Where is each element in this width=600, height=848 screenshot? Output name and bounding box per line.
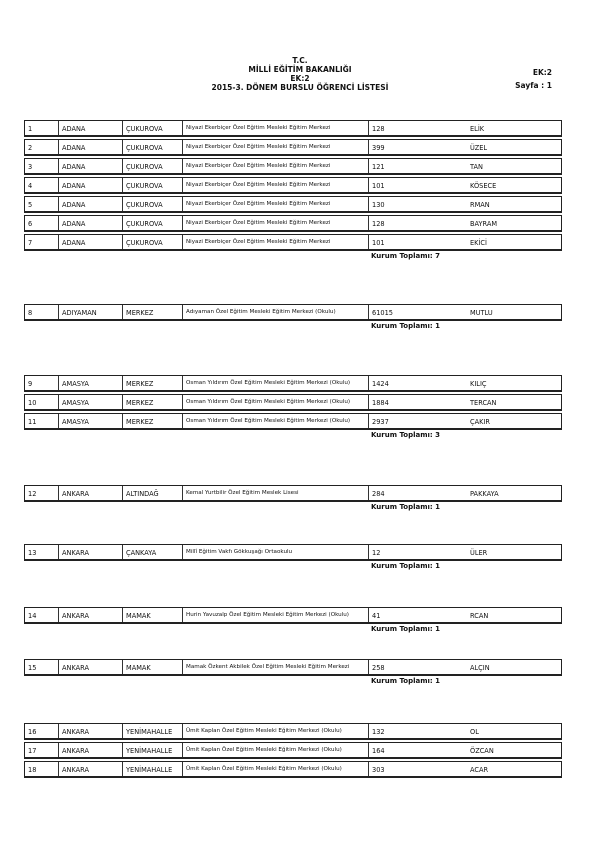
redaction-block bbox=[403, 178, 467, 192]
student-id-cell: 284 bbox=[372, 490, 385, 498]
district-cell: ÇUKUROVA bbox=[123, 216, 183, 230]
total-value: 1 bbox=[435, 503, 441, 511]
redaction-block bbox=[403, 140, 467, 154]
table-row bbox=[24, 120, 562, 137]
redaction-block bbox=[403, 121, 467, 135]
redaction-block bbox=[403, 486, 467, 500]
student-name-cell: TERCAN bbox=[470, 399, 497, 407]
district-cell: MAMAK bbox=[123, 608, 183, 622]
redaction-block bbox=[403, 660, 467, 674]
total-label: Kurum Toplamı: bbox=[371, 625, 433, 633]
row-number: 9 bbox=[25, 376, 59, 390]
student-id-cell: 399 bbox=[372, 144, 385, 152]
redaction-block bbox=[403, 395, 467, 409]
district-cell: ÇANKAYA bbox=[123, 545, 183, 559]
student-id-cell: 132 bbox=[372, 728, 385, 736]
school-cell: Niyazi Ekerbiçer Özel Eğitim Mesleki Eğitim Merkezi bbox=[183, 121, 369, 135]
table-row bbox=[24, 413, 562, 430]
redaction-block bbox=[403, 414, 467, 428]
table-row bbox=[24, 375, 562, 392]
district-cell: MERKEZ bbox=[123, 305, 183, 319]
institution-group bbox=[24, 723, 562, 780]
city-cell: ANKARA bbox=[59, 724, 123, 738]
school-cell: Niyazi Ekerbiçer Özel Eğitim Mesleki Eğitim Merkezi bbox=[183, 216, 369, 230]
student-name-cell: KÖSECE bbox=[470, 182, 497, 190]
institution-group bbox=[24, 375, 562, 439]
table-row bbox=[24, 607, 562, 624]
table-row bbox=[24, 139, 562, 156]
table-row bbox=[24, 659, 562, 676]
city-cell: ANKARA bbox=[59, 545, 123, 559]
row-number: 17 bbox=[25, 743, 59, 757]
student-id-cell: 2937 bbox=[372, 418, 389, 426]
header-line-tc: T.C. bbox=[292, 56, 308, 65]
row-number: 5 bbox=[25, 197, 59, 211]
student-name-cell: ÜZEL bbox=[470, 144, 488, 152]
city-cell: ANKARA bbox=[59, 762, 123, 776]
student-name-cell: ÜLER bbox=[470, 549, 488, 557]
student-name-cell: ACAR bbox=[470, 766, 489, 774]
institution-total bbox=[24, 503, 562, 511]
city-cell: ADANA bbox=[59, 178, 123, 192]
student-name-cell: MUTLU bbox=[470, 309, 493, 317]
institution-total bbox=[24, 562, 562, 570]
student-name-cell: PAKKAYA bbox=[470, 490, 499, 498]
school-cell: Kemal Yurtbilir Özel Eğitim Meslek Lisesi bbox=[183, 486, 369, 500]
district-cell: ÇUKUROVA bbox=[123, 159, 183, 173]
redaction-block bbox=[403, 197, 467, 211]
district-cell: ÇUKUROVA bbox=[123, 121, 183, 135]
district-cell: MERKEZ bbox=[123, 414, 183, 428]
district-cell: YENİMAHALLE bbox=[123, 762, 183, 776]
redaction-block bbox=[403, 216, 467, 230]
redaction-block bbox=[403, 724, 467, 738]
student-name-cell: RCAN bbox=[470, 612, 489, 620]
student-name-cell: ÖZCAN bbox=[470, 747, 494, 755]
row-number: 14 bbox=[25, 608, 59, 622]
student-name-cell: EKİCİ bbox=[470, 239, 487, 247]
row-number: 4 bbox=[25, 178, 59, 192]
student-id-cell: 12 bbox=[372, 549, 381, 557]
school-cell: Osman Yıldırım Özel Eğitim Mesleki Eğitim Merkezi (Okulu) bbox=[183, 376, 369, 390]
city-cell: ANKARA bbox=[59, 660, 123, 674]
school-cell: Ümit Kaplan Özel Eğitim Mesleki Eğitim Merkezi (Okulu) bbox=[183, 743, 369, 757]
school-cell: Ümit Kaplan Özel Eğitim Mesleki Eğitim Merkezi (Okulu) bbox=[183, 762, 369, 776]
table-row bbox=[24, 742, 562, 759]
total-label: Kurum Toplamı: bbox=[371, 431, 433, 439]
institution-group bbox=[24, 659, 562, 685]
total-label: Kurum Toplamı: bbox=[371, 252, 433, 260]
row-number: 16 bbox=[25, 724, 59, 738]
row-number: 13 bbox=[25, 545, 59, 559]
table-row bbox=[24, 723, 562, 740]
school-cell: Niyazi Ekerbiçer Özel Eğitim Mesleki Eğitim Merkezi bbox=[183, 178, 369, 192]
header-title: 2015-3. DÖNEM BURSLU ÖĞRENCİ LİSTESİ bbox=[211, 83, 389, 92]
student-id-cell: 121 bbox=[372, 163, 385, 171]
city-cell: ANKARA bbox=[59, 608, 123, 622]
total-value: 1 bbox=[435, 562, 441, 570]
row-number: 10 bbox=[25, 395, 59, 409]
student-name-cell: TAN bbox=[470, 163, 483, 171]
district-cell: ÇUKUROVA bbox=[123, 197, 183, 211]
school-cell: Adıyaman Özel Eğitim Mesleki Eğitim Merkezi (Okulu) bbox=[183, 305, 369, 319]
institution-total bbox=[24, 625, 562, 633]
header-right-ek: EK:2 bbox=[532, 68, 552, 77]
student-id-cell: 1884 bbox=[372, 399, 389, 407]
total-label: Kurum Toplamı: bbox=[371, 562, 433, 570]
city-cell: AMASYA bbox=[59, 414, 123, 428]
student-id-cell: 1424 bbox=[372, 380, 389, 388]
district-cell: ALTINDAĞ bbox=[123, 486, 183, 500]
total-value: 3 bbox=[435, 431, 441, 439]
redaction-block bbox=[403, 376, 467, 390]
student-name-cell: BAYRAM bbox=[470, 220, 498, 228]
school-cell: Niyazi Ekerbiçer Özel Eğitim Mesleki Eğitim Merkezi bbox=[183, 140, 369, 154]
student-id-cell: 130 bbox=[372, 201, 385, 209]
page-number: Sayfa : 1 bbox=[515, 81, 552, 90]
school-cell: Millî Eğitim Vakfı Gökkuşağı Ortaokulu bbox=[183, 545, 369, 559]
table-row bbox=[24, 215, 562, 232]
total-value: 7 bbox=[435, 252, 441, 260]
row-number: 6 bbox=[25, 216, 59, 230]
city-cell: ADANA bbox=[59, 159, 123, 173]
redaction-block bbox=[403, 762, 467, 776]
student-name-cell: KILIÇ bbox=[470, 380, 487, 388]
city-cell: AMASYA bbox=[59, 376, 123, 390]
redaction-block bbox=[403, 305, 467, 319]
table-row bbox=[24, 177, 562, 194]
institution-total bbox=[24, 431, 562, 439]
header-right-block bbox=[515, 68, 552, 90]
city-cell: ANKARA bbox=[59, 486, 123, 500]
district-cell: MERKEZ bbox=[123, 395, 183, 409]
table-row bbox=[24, 196, 562, 213]
redaction-block bbox=[403, 743, 467, 757]
total-value: 1 bbox=[435, 625, 441, 633]
district-cell: YENİMAHALLE bbox=[123, 724, 183, 738]
redaction-block bbox=[403, 235, 467, 249]
total-value: 1 bbox=[435, 677, 441, 685]
city-cell: ADANA bbox=[59, 216, 123, 230]
total-value: 1 bbox=[435, 322, 441, 330]
student-id-cell: 303 bbox=[372, 766, 385, 774]
row-number: 7 bbox=[25, 235, 59, 249]
row-number: 11 bbox=[25, 414, 59, 428]
city-cell: ADIYAMAN bbox=[59, 305, 123, 319]
student-id-cell: 101 bbox=[372, 239, 385, 247]
institution-group bbox=[24, 544, 562, 570]
city-cell: ADANA bbox=[59, 235, 123, 249]
student-id-cell: 164 bbox=[372, 747, 385, 755]
row-number: 8 bbox=[25, 305, 59, 319]
school-cell: Niyazi Ekerbiçer Özel Eğitim Mesleki Eğitim Merkezi bbox=[183, 235, 369, 249]
student-name-cell: ELİK bbox=[470, 125, 485, 133]
institution-group bbox=[24, 485, 562, 511]
district-cell: ÇUKUROVA bbox=[123, 140, 183, 154]
student-name-cell: OL bbox=[470, 728, 479, 736]
district-cell: ÇUKUROVA bbox=[123, 235, 183, 249]
institution-total bbox=[24, 322, 562, 330]
total-label: Kurum Toplamı: bbox=[371, 503, 433, 511]
header-ministry: MİLLİ EĞİTİM BAKANLIĞI bbox=[248, 65, 352, 74]
student-name-cell: ALÇIN bbox=[470, 664, 490, 672]
school-cell: Niyazi Ekerbiçer Özel Eğitim Mesleki Eğitim Merkezi bbox=[183, 159, 369, 173]
institution-total bbox=[24, 252, 562, 260]
institution-total bbox=[24, 677, 562, 685]
school-cell: Niyazi Ekerbiçer Özel Eğitim Mesleki Eğitim Merkezi bbox=[183, 197, 369, 211]
row-number: 15 bbox=[25, 660, 59, 674]
table-row bbox=[24, 304, 562, 321]
district-cell: YENİMAHALLE bbox=[123, 743, 183, 757]
city-cell: ADANA bbox=[59, 140, 123, 154]
student-name-cell: ÇAKIR bbox=[470, 418, 490, 426]
district-cell: MAMAK bbox=[123, 660, 183, 674]
student-id-cell: 128 bbox=[372, 220, 385, 228]
student-id-cell: 41 bbox=[372, 612, 381, 620]
student-id-cell: 101 bbox=[372, 182, 385, 190]
district-cell: MERKEZ bbox=[123, 376, 183, 390]
row-number: 3 bbox=[25, 159, 59, 173]
district-cell: ÇUKUROVA bbox=[123, 178, 183, 192]
student-id-cell: 128 bbox=[372, 125, 385, 133]
row-number: 18 bbox=[25, 762, 59, 776]
row-number: 2 bbox=[25, 140, 59, 154]
table-row bbox=[24, 544, 562, 561]
row-number: 12 bbox=[25, 486, 59, 500]
institution-group bbox=[24, 607, 562, 633]
table-row bbox=[24, 158, 562, 175]
city-cell: AMASYA bbox=[59, 395, 123, 409]
school-cell: Mamak Özkent Akbilek Özel Eğitim Mesleki Eğitim Merkezi bbox=[183, 660, 369, 674]
header-ek: EK:2 bbox=[290, 74, 310, 83]
document-header bbox=[0, 56, 600, 92]
school-cell: Osman Yıldırım Özel Eğitim Mesleki Eğitim Merkezi (Okulu) bbox=[183, 395, 369, 409]
total-label: Kurum Toplamı: bbox=[371, 677, 433, 685]
redaction-block bbox=[403, 159, 467, 173]
institution-group bbox=[24, 304, 562, 330]
city-cell: ANKARA bbox=[59, 743, 123, 757]
table-row bbox=[24, 394, 562, 411]
student-id-cell: 258 bbox=[372, 664, 385, 672]
school-cell: Ümit Kaplan Özel Eğitim Mesleki Eğitim Merkezi (Okulu) bbox=[183, 724, 369, 738]
city-cell: ADANA bbox=[59, 121, 123, 135]
table-row bbox=[24, 485, 562, 502]
redaction-block bbox=[403, 545, 467, 559]
institution-group bbox=[24, 120, 562, 260]
school-cell: Osman Yıldırım Özel Eğitim Mesleki Eğitim Merkezi (Okulu) bbox=[183, 414, 369, 428]
student-name-cell: RMAN bbox=[470, 201, 490, 209]
student-id-cell: 61015 bbox=[372, 309, 393, 317]
redaction-block bbox=[403, 608, 467, 622]
city-cell: ADANA bbox=[59, 197, 123, 211]
row-number: 1 bbox=[25, 121, 59, 135]
table-row bbox=[24, 234, 562, 251]
total-label: Kurum Toplamı: bbox=[371, 322, 433, 330]
school-cell: Hurin Yavuzalp Özel Eğitim Mesleki Eğitim Merkezi (Okulu) bbox=[183, 608, 369, 622]
table-row bbox=[24, 761, 562, 778]
